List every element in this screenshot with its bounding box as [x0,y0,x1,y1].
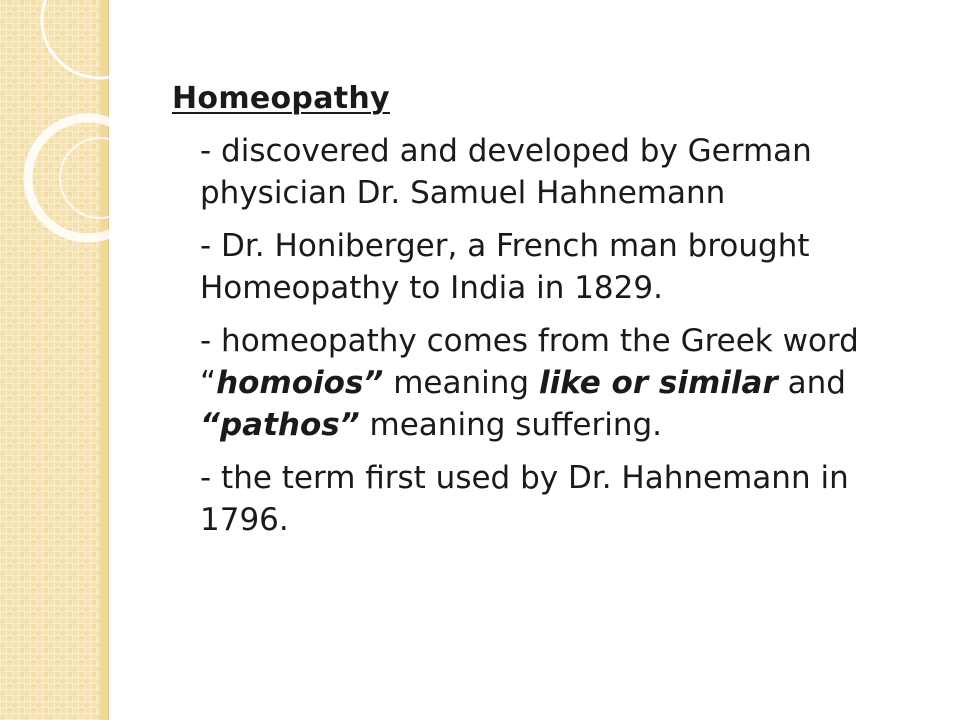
decorative-ring-inner [60,138,140,218]
decorative-ring-large [28,118,140,238]
slide-content [172,78,932,552]
greek-text-segment-3: and [777,365,846,401]
slide-heading: Homeopathy [172,81,390,116]
greek-term-like-or-similar: like or similar [538,365,778,401]
greek-term-homoios: homoios” [216,365,384,401]
decorative-ring-top [42,0,140,78]
greek-text-segment-2: meaning [383,365,539,401]
bullet-greek-origin [200,320,920,446]
bullet-term-first-used: - the term first used by Dr. Hahnemann in 1796. [200,460,849,538]
greek-text-segment-1: - homeopathy comes from the Greek word “ [200,323,859,401]
bullet-discovered: - discovered and developed by German physician Dr. Samuel Hahnemann [200,133,812,211]
decorative-rings-graphic [0,0,140,260]
greek-term-pathos: “pathos” [200,407,360,443]
greek-text-segment-4: meaning suffering. [359,407,663,443]
bullet-honiberger: - Dr. Honiberger, a French man brought Homeopathy to India in 1829. [200,228,810,306]
